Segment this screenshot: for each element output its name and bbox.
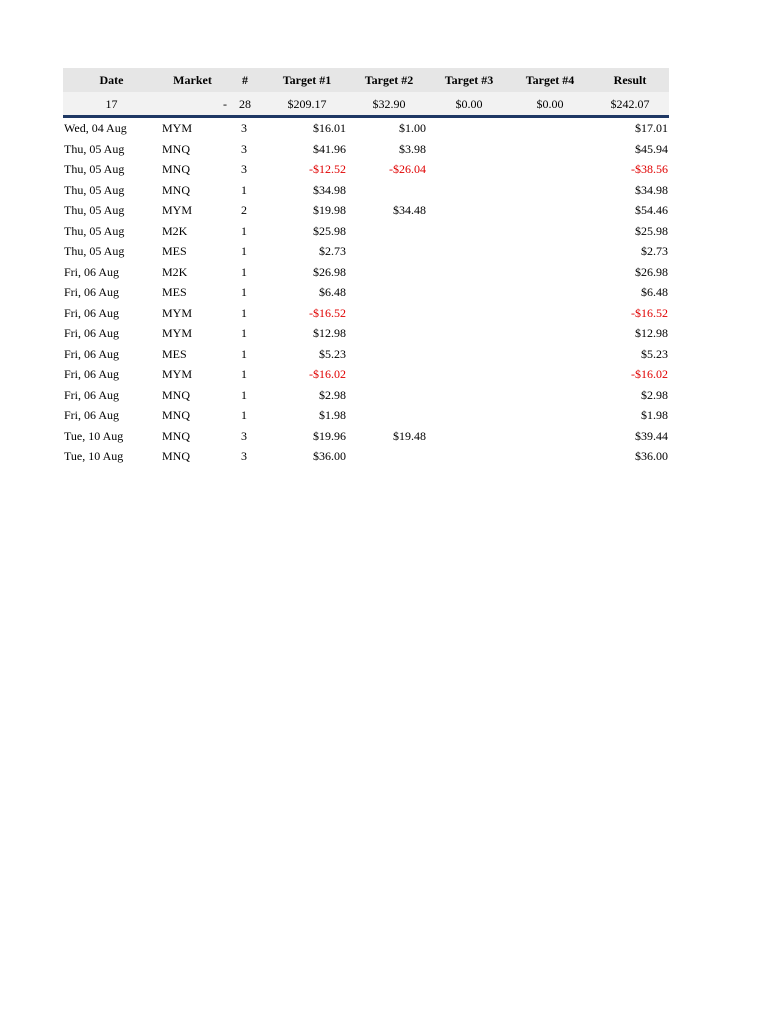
summary-row	[63, 92, 669, 118]
cell-result: $12.98	[635, 326, 668, 341]
table-row: Fri, 06 Aug MNQ 1 $1.98 $1.98	[64, 408, 668, 423]
cell-market: MNQ	[162, 449, 191, 464]
cell-date: Fri, 06 Aug	[64, 326, 120, 341]
cell-market: MES	[162, 346, 187, 361]
cell-result: $25.98	[635, 223, 668, 238]
table-row: Fri, 06 Aug MES 1 $5.23 $5.23	[64, 346, 668, 361]
cell-target2: $34.48	[393, 203, 426, 218]
cell-date: Fri, 06 Aug	[64, 387, 120, 402]
header-target-4: Target #4	[525, 73, 575, 87]
cell-target1: -$12.52	[309, 162, 346, 177]
cell-target2: $19.48	[393, 428, 426, 443]
cell-target1: $12.98	[313, 326, 346, 341]
cell-target1: $5.23	[319, 346, 346, 361]
table-row: Fri, 06 Aug MES 1 $6.48 $6.48	[64, 285, 668, 300]
cell-date: Thu, 05 Aug	[64, 223, 125, 238]
cell-result: $45.94	[635, 141, 668, 156]
header-result: Result	[613, 73, 647, 87]
cell-date: Wed, 04 Aug	[64, 121, 127, 136]
table-row: Thu, 05 Aug MNQ 1 $34.98 $34.98	[64, 182, 668, 197]
cell-date: Tue, 10 Aug	[64, 428, 124, 443]
header-target-2: Target #2	[364, 73, 414, 87]
cell-result: $26.98	[635, 264, 668, 279]
trade-log-table	[63, 68, 669, 467]
cell-result: $6.48	[641, 285, 668, 300]
cell-target1: $19.96	[313, 428, 346, 443]
summary-target-1: $209.17	[287, 96, 327, 111]
cell-market: MNQ	[162, 387, 191, 402]
table-row: Thu, 05 Aug MES 1 $2.73 $2.73	[64, 244, 668, 259]
cell-market: MES	[162, 244, 187, 259]
cell-target1: $2.73	[319, 244, 346, 259]
header-count: #	[242, 73, 248, 87]
cell-date: Thu, 05 Aug	[64, 162, 125, 177]
table-row: Thu, 05 Aug M2K 1 $25.98 $25.98	[64, 223, 668, 238]
cell-market: MNQ	[162, 141, 191, 156]
table-row: Tue, 10 Aug MNQ 3 $19.96 $19.48 $39.44	[64, 428, 668, 443]
summary-target-4: $0.00	[536, 96, 564, 111]
cell-result: $36.00	[635, 449, 668, 464]
cell-date: Thu, 05 Aug	[64, 141, 125, 156]
table-row: Thu, 05 Aug MNQ 3 -$12.52 -$26.04 -$38.56	[64, 162, 668, 177]
table-row: Fri, 06 Aug MNQ 1 $2.98 $2.98	[64, 387, 668, 402]
cell-result: $39.44	[635, 428, 668, 443]
cell-date: Fri, 06 Aug	[64, 305, 120, 320]
cell-date: Fri, 06 Aug	[64, 367, 120, 382]
cell-result: -$38.56	[631, 162, 668, 177]
summary-target-2: $32.90	[372, 96, 406, 111]
table-row: Fri, 06 Aug M2K 1 $26.98 $26.98	[64, 264, 668, 279]
table-row: Thu, 05 Aug MNQ 3 $41.96 $3.98 $45.94	[64, 141, 668, 156]
table-row: Fri, 06 Aug MYM 1 -$16.02 -$16.02	[64, 367, 668, 382]
cell-result: $34.98	[635, 182, 668, 197]
cell-target1: $26.98	[313, 264, 346, 279]
header-target-1: Target #1	[282, 73, 332, 87]
cell-date: Fri, 06 Aug	[64, 285, 120, 300]
cell-market: MYM	[162, 305, 193, 320]
table-body	[63, 118, 669, 467]
cell-target1: $6.48	[319, 285, 346, 300]
table-row: Wed, 04 Aug MYM 3 $16.01 $1.00 $17.01	[64, 121, 668, 136]
cell-market: MES	[162, 285, 187, 300]
cell-target2: $1.00	[399, 121, 426, 136]
cell-result: $2.73	[641, 244, 668, 259]
cell-market: MNQ	[162, 182, 191, 197]
cell-target1: $41.96	[313, 141, 346, 156]
cell-target2: -$26.04	[389, 162, 426, 177]
summary-result: $242.07	[610, 96, 650, 111]
cell-market: M2K	[162, 264, 188, 279]
cell-date: Thu, 05 Aug	[64, 203, 125, 218]
cell-result: $5.23	[641, 346, 668, 361]
cell-market: M2K	[162, 223, 188, 238]
cell-target1: -$16.52	[309, 305, 346, 320]
summary-count: 28	[239, 96, 251, 111]
cell-result: $54.46	[635, 203, 668, 218]
cell-market: MYM	[162, 367, 193, 382]
cell-result: $2.98	[641, 387, 668, 402]
cell-target1: $2.98	[319, 387, 346, 402]
cell-target1: $25.98	[313, 223, 346, 238]
cell-date: Thu, 05 Aug	[64, 244, 125, 259]
cell-market: MYM	[162, 326, 193, 341]
cell-result: -$16.52	[631, 305, 668, 320]
cell-market: MNQ	[162, 408, 191, 423]
cell-date: Tue, 10 Aug	[64, 449, 124, 464]
cell-target1: -$16.02	[309, 367, 346, 382]
cell-target1: $36.00	[313, 449, 346, 464]
summary-target-3: $0.00	[455, 96, 483, 111]
header-row	[63, 68, 669, 92]
table-row: Fri, 06 Aug MYM 1 -$16.52 -$16.52	[64, 305, 668, 320]
cell-date: Thu, 05 Aug	[64, 182, 125, 197]
table-row: Thu, 05 Aug MYM 2 $19.98 $34.48 $54.46	[64, 203, 668, 218]
cell-result: -$16.02	[631, 367, 668, 382]
cell-market: MNQ	[162, 428, 191, 443]
cell-result: $1.98	[641, 408, 668, 423]
summary-market: -	[223, 96, 227, 111]
cell-target1: $19.98	[313, 203, 346, 218]
header-date: Date	[99, 73, 124, 87]
cell-target1: $1.98	[319, 408, 346, 423]
header-market: Market	[173, 73, 212, 87]
table-row: Fri, 06 Aug MYM 1 $12.98 $12.98	[64, 326, 668, 341]
cell-target1: $16.01	[313, 121, 346, 136]
cell-target2: $3.98	[399, 141, 426, 156]
table-row: Tue, 10 Aug MNQ 3 $36.00 $36.00	[64, 449, 668, 464]
cell-date: Fri, 06 Aug	[64, 264, 120, 279]
cell-market: MYM	[162, 203, 193, 218]
cell-result: $17.01	[635, 121, 668, 136]
cell-date: Fri, 06 Aug	[64, 408, 120, 423]
cell-date: Fri, 06 Aug	[64, 346, 120, 361]
summary-date: 17	[105, 96, 118, 111]
header-target-3: Target #3	[444, 73, 494, 87]
cell-market: MNQ	[162, 162, 191, 177]
cell-market: MYM	[162, 121, 193, 136]
cell-target1: $34.98	[313, 182, 346, 197]
